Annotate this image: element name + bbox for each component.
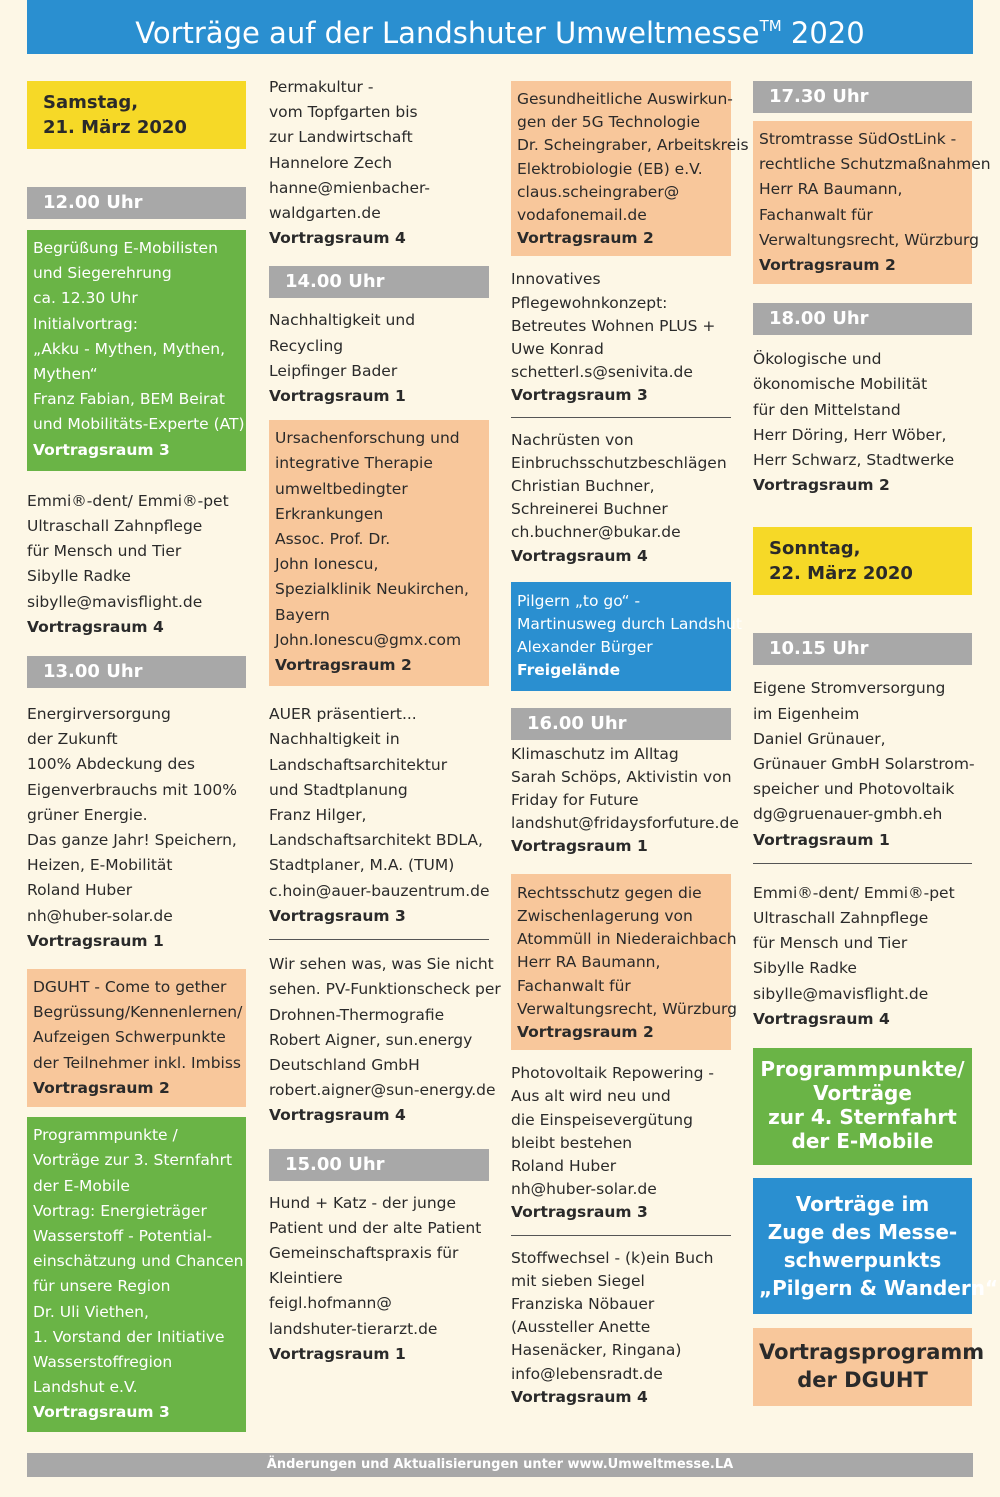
talk-text-line: Fachanwalt für: [517, 976, 631, 995]
talk-text-line: Wasserstoff - Potential-: [33, 1226, 213, 1245]
talk-text-line: einschätzung und Chancen: [33, 1252, 244, 1271]
talk-text-line: Pilgern „to go“ -: [517, 591, 641, 610]
legend-peach: [753, 1328, 985, 1406]
talk-text-line: schetterl.s@senivita.de: [511, 363, 693, 382]
talk-text-line: Programmpunkte /: [33, 1126, 178, 1145]
time-header-1800: 18.00 Uhr: [753, 303, 972, 335]
talk-text-line: nh@huber-solar.de: [511, 1180, 657, 1199]
talk-text-line: Franz Fabian, BEM Beirat: [33, 390, 226, 409]
talk-text-line: Energirversorgung: [27, 705, 171, 724]
room-label: Vortragsraum 3: [511, 1203, 648, 1222]
talk-text-line: Einbruchsschutzbeschlägen: [511, 453, 727, 472]
talk-block: [753, 121, 991, 284]
talk-text-line: integrative Therapie: [275, 454, 433, 473]
talk-block: [511, 1062, 731, 1224]
talk-text-line: c.hoin@auer-bauzentrum.de: [269, 881, 490, 900]
talk-text-line: Dr. Uli Viethen,: [33, 1302, 149, 1321]
talk-text-line: (Aussteller Anette: [511, 1318, 651, 1337]
talk-text-line: Roland Huber: [511, 1156, 617, 1175]
talk-text-line: Betreutes Wohnen PLUS +: [511, 316, 716, 335]
talk-text-line: info@lebensradt.de: [511, 1364, 663, 1383]
talk-text-line: Herr Schwarz, Stadtwerke: [753, 451, 955, 470]
talk-text-line: Atommüll in Niederaichbach: [517, 930, 737, 949]
time-header-1600: 16.00 Uhr: [511, 708, 731, 740]
talk-text-line: mit sieben Siegel: [511, 1271, 645, 1290]
talk-text-line: Gesundheitliche Auswirkun-: [517, 90, 733, 108]
talk-text-line: Verwaltungsrecht, Würzburg: [517, 999, 737, 1018]
room-label: Vortragsraum 3: [269, 906, 406, 925]
room-label: Vortragsraum 1: [269, 1344, 406, 1363]
legend-text-line: Vorträge im: [795, 1192, 930, 1217]
talk-text-line: Assoc. Prof. Dr.: [275, 530, 391, 549]
talk-text-line: Innovatives: [511, 270, 601, 289]
legend-text-line: Vorträge: [813, 1081, 912, 1106]
divider: [269, 939, 489, 940]
room-label: Vortragsraum 4: [269, 1106, 406, 1125]
time-header-1500: 15.00 Uhr: [269, 1149, 489, 1181]
talk-text-line: im Eigenheim: [753, 704, 860, 723]
day-text-line: Samstag,: [43, 92, 139, 113]
legend-blue: [753, 1178, 999, 1314]
talk-text-line: Begrüssung/Kennenlernen/: [33, 1003, 243, 1022]
talk-text-line: für den Mittelstand: [753, 400, 901, 419]
page-title: [27, 0, 973, 54]
talk-text-line: Heizen, E-Mobilität: [27, 856, 173, 875]
talk-text-line: gen der 5G Technologie: [517, 113, 701, 132]
talk-text-line: feigl.hofmann@: [269, 1294, 392, 1313]
talk-text-line: ch.buchner@bukar.de: [511, 523, 681, 542]
column-4: [753, 81, 999, 1406]
talk-text-line: Ursachenforschung und: [275, 429, 460, 448]
talk-text-line: Hannelore Zech: [269, 153, 393, 172]
talk-text-line: Nachhaltigkeit und: [269, 311, 416, 330]
talk-text-line: bleibt bestehen: [511, 1133, 633, 1152]
talk-block: [511, 582, 742, 691]
talk-text-line: Herr RA Baumann,: [759, 180, 903, 199]
talk-block: [269, 420, 489, 686]
talk-text-line: vodafonemail.de: [517, 206, 647, 225]
talk-text-line: sibylle@mavisflight.de: [27, 592, 203, 611]
talk-text-line: Stromtrasse SüdOstLink -: [759, 130, 957, 148]
talk-text-line: Vorträge zur 3. Sternfahrt: [33, 1151, 233, 1170]
talk-block: [511, 743, 739, 859]
talk-text-line: Friday for Future: [511, 791, 639, 810]
talk-text-line: Roland Huber: [27, 881, 133, 900]
talk-text-line: John.Ionescu@gmx.com: [275, 630, 462, 649]
talk-text-line: dg@gruenauer-gmbh.eh: [753, 805, 943, 824]
talk-text-line: die Einspeisevergütung: [511, 1110, 693, 1129]
talk-block: [269, 308, 489, 409]
room-label: Vortragsraum 4: [27, 617, 164, 636]
talk-text-line: Dr. Scheingraber, Arbeitskreis: [517, 136, 749, 155]
talk-text-line: der E-Mobile: [33, 1176, 130, 1195]
room-label: Vortragsraum 1: [511, 837, 648, 856]
talk-text-line: Gemeinschaftspraxis für: [269, 1243, 459, 1262]
room-label: Vortragsraum 4: [269, 229, 406, 248]
time-header-1015: 10.15 Uhr: [753, 633, 972, 665]
talk-text-line: Nachhaltigkeit in: [269, 730, 400, 749]
talk-block: [269, 75, 489, 251]
talk-text-line: zur Landwirtschaft: [269, 128, 413, 147]
talk-text-line: Erkrankungen: [275, 504, 384, 523]
talk-text-line: robert.aigner@sun-energy.de: [269, 1081, 496, 1100]
trademark-sup: TM: [759, 17, 782, 35]
talk-text-line: und Stadtplanung: [269, 780, 408, 799]
talk-text-line: Emmi®-dent/ Emmi®-pet: [753, 883, 955, 902]
talk-text-line: Landschaftsarchitektur: [269, 755, 448, 774]
talk-text-line: Photovoltaik Repowering -: [511, 1064, 714, 1083]
talk-text-line: Stoffwechsel - (k)ein Buch: [511, 1248, 714, 1267]
talk-text-line: landshuter-tierarzt.de: [269, 1319, 438, 1338]
room-label: Vortragsraum 2: [33, 1078, 170, 1097]
talk-text-line: landshut@fridaysforfuture.de: [511, 814, 739, 833]
time-header-1200: 12.00 Uhr: [27, 187, 246, 219]
talk-text-line: der Zukunft: [27, 730, 118, 749]
talk-text-line: Herr RA Baumann,: [517, 953, 661, 972]
room-label: Vortragsraum 2: [275, 656, 412, 675]
talk-text-line: rechtliche Schutzmaßnahmen: [759, 155, 991, 174]
legend-text-line: der E-Mobile: [791, 1129, 934, 1154]
talk-block: [269, 952, 501, 1128]
talk-text-line: Landschaftsarchitekt BDLA,: [269, 831, 483, 850]
talk-text-line: Elektrobiologie (EB) e.V.: [517, 159, 703, 178]
talk-text-line: ca. 12.30 Uhr: [33, 289, 138, 308]
talk-text-line: Robert Aigner, sun.energy: [269, 1030, 473, 1049]
legend-text-line: „Pilgern & Wandern“: [759, 1276, 999, 1301]
talk-text-line: Recycling: [269, 336, 344, 355]
talk-text-line: der Teilnehmer inkl. Imbiss: [33, 1053, 242, 1072]
day-text-line: 21. März 2020: [43, 117, 187, 138]
talk-block: [511, 81, 749, 256]
talk-text-line: Verwaltungsrecht, Würzburg: [759, 230, 979, 249]
talk-text-line: Spezialklinik Neukirchen,: [275, 580, 469, 599]
talk-text-line: Ökologische und: [753, 350, 882, 369]
room-label: Vortragsraum 3: [33, 1403, 170, 1422]
legend-green: [753, 1048, 972, 1165]
talk-text-line: Franz Hilger,: [269, 806, 367, 825]
talk-text-line: Fachanwalt für: [759, 205, 873, 224]
talk-block: [511, 268, 731, 407]
talk-text-line: hanne@mienbacher-: [269, 178, 430, 197]
day-text-line: Sonntag,: [769, 538, 861, 560]
talk-text-line: „Akku - Mythen, Mythen,: [33, 339, 226, 358]
title-text: 2020: [781, 16, 865, 50]
talk-text-line: für unsere Region: [33, 1277, 171, 1296]
talk-text-line: vom Topfgarten bis: [269, 103, 418, 122]
talk-text-line: Leipfinger Bader: [269, 361, 398, 380]
room-label: Vortragsraum 3: [511, 386, 648, 405]
talk-text-line: Zwischenlagerung von: [517, 906, 693, 925]
talk-text-line: sehen. PV-Funktionscheck per: [269, 980, 501, 999]
talk-text-line: und Mobilitäts-Experte (AT): [33, 415, 245, 434]
day-text-line: 22. März 2020: [769, 563, 913, 585]
talk-block: [27, 969, 246, 1107]
talk-block: [511, 1247, 731, 1409]
talk-text-line: Sibylle Radke: [27, 567, 131, 586]
talk-text-line: ökonomische Mobilität: [753, 375, 928, 394]
talk-text-line: 1. Vorstand der Initiative: [33, 1327, 225, 1346]
talk-text-line: Deutschland GmbH: [269, 1055, 420, 1074]
talk-block: [511, 874, 737, 1050]
talk-text-line: Uwe Konrad: [511, 340, 604, 359]
talk-text-line: Wir sehen was, was Sie nicht: [269, 955, 494, 974]
talk-text-line: für Mensch und Tier: [753, 934, 908, 953]
talk-text-line: Kleintiere: [269, 1269, 343, 1288]
talk-text-line: Landshut e.V.: [33, 1378, 138, 1397]
day-header-saturday: [27, 81, 246, 149]
talk-text-line: Emmi®-dent/ Emmi®-pet: [27, 491, 229, 510]
talk-text-line: sibylle@mavisflight.de: [753, 984, 929, 1003]
talk-text-line: Klimaschutz im Alltag: [511, 744, 679, 763]
talk-text-line: Ultraschall Zahnpflege: [753, 909, 929, 928]
talk-text-line: Herr Döring, Herr Wöber,: [753, 425, 947, 444]
legend-text-line: Zuge des Messe-: [767, 1220, 958, 1245]
room-label: Vortragsraum 2: [753, 476, 890, 495]
title-text: Vorträge auf der Landshuter Umweltmesse: [135, 16, 760, 50]
talk-text-line: Patient und der alte Patient: [269, 1218, 482, 1237]
talk-text-line: Aufzeigen Schwerpunkte: [33, 1028, 226, 1047]
talk-text-line: für Mensch und Tier: [27, 542, 182, 561]
legend-text-line: schwerpunkts: [783, 1248, 942, 1273]
divider: [753, 863, 972, 864]
legend-text-line: Programmpunkte/: [760, 1057, 965, 1082]
room-label: Vortragsraum 2: [517, 1022, 654, 1041]
room-label: Vortragsraum 4: [753, 1009, 890, 1028]
talk-text-line: Pflegewohnkonzept:: [511, 293, 668, 312]
talk-text-line: und Siegerehrung: [33, 264, 172, 283]
talk-block: [269, 1191, 489, 1367]
talk-text-line: Martinusweg durch Landshut: [517, 615, 742, 634]
talk-text-line: umweltbedingter: [275, 479, 408, 498]
room-label: Vortragsraum 4: [511, 1387, 648, 1406]
talk-text-line: Sarah Schöps, Aktivistin von: [511, 767, 732, 786]
room-label: Vortragsraum 1: [27, 931, 164, 950]
talk-block: [753, 881, 972, 1032]
talk-block: [27, 489, 246, 640]
talk-text-line: 100% Abdeckung des: [27, 755, 195, 774]
talk-text-line: Begrüßung E-Mobilisten: [33, 239, 218, 257]
talk-text-line: Daniel Grünauer,: [753, 729, 886, 748]
talk-text-line: Eigenverbrauchs mit 100%: [27, 780, 237, 799]
room-label: Vortragsraum 2: [517, 229, 654, 248]
column-1: [27, 81, 246, 1432]
talk-text-line: Hasenäcker, Ringana): [511, 1341, 682, 1360]
footer-note: Änderungen und Aktualisierungen unter www.Umweltmesse.LA: [27, 1453, 973, 1477]
talk-text-line: Rechtsschutz gegen die: [517, 883, 702, 902]
talk-text-line: Grünauer GmbH Solarstrom-: [753, 755, 975, 774]
talk-text-line: Mythen“: [33, 365, 98, 384]
talk-text-line: waldgarten.de: [269, 204, 381, 223]
talk-block: [511, 429, 731, 568]
talk-text-line: Franziska Nöbauer: [511, 1294, 655, 1313]
talk-text-line: speicher und Photovoltaik: [753, 780, 955, 799]
divider: [511, 417, 731, 418]
talk-text-line: Alexander Bürger: [517, 638, 653, 657]
talk-text-line: AUER präsentiert...: [269, 705, 417, 724]
talk-block: [753, 347, 972, 498]
room-label: Freigelände: [517, 661, 621, 680]
talk-text-line: Nachrüsten von: [511, 430, 634, 449]
talk-block: [27, 702, 246, 954]
talk-text-line: Initialvortrag:: [33, 314, 138, 333]
talk-text-line: nh@huber-solar.de: [27, 906, 173, 925]
talk-text-line: Hund + Katz - der junge: [269, 1193, 457, 1212]
talk-text-line: Aus alt wird neu und: [511, 1087, 671, 1106]
talk-text-line: John Ionescu,: [275, 555, 379, 574]
legend-text-line: zur 4. Sternfahrt: [768, 1105, 957, 1130]
talk-text-line: Eigene Stromversorgung: [753, 679, 946, 698]
talk-text-line: Christian Buchner,: [511, 477, 655, 496]
time-header-1400: 14.00 Uhr: [269, 266, 489, 298]
legend-text-line: der DGUHT: [797, 1368, 928, 1393]
talk-block: [27, 1117, 246, 1431]
day-header-sunday: [753, 527, 972, 595]
talk-text-line: claus.scheingraber@: [517, 182, 680, 201]
talk-text-line: Das ganze Jahr! Speichern,: [27, 831, 237, 850]
talk-block: [753, 676, 975, 852]
talk-block: [269, 702, 489, 929]
talk-text-line: Permakultur -: [269, 78, 374, 96]
talk-text-line: Sibylle Radke: [753, 959, 857, 978]
time-header-1730: 17.30 Uhr: [753, 81, 972, 113]
talk-text-line: Stadtplaner, M.A. (TUM): [269, 856, 455, 875]
column-2: [269, 78, 501, 1367]
time-header-1300: 13.00 Uhr: [27, 656, 246, 688]
room-label: Vortragsraum 3: [33, 440, 170, 459]
talk-text-line: Vortrag: Energieträger: [33, 1201, 207, 1220]
talk-text-line: Drohnen-Thermografie: [269, 1005, 445, 1024]
talk-text-line: Wasserstoffregion: [33, 1352, 173, 1371]
room-label: Vortragsraum 1: [269, 387, 406, 406]
divider: [511, 1235, 731, 1236]
talk-text-line: DGUHT - Come to gether: [33, 978, 227, 997]
column-3: [511, 81, 749, 1409]
talk-block: [27, 230, 246, 471]
talk-text-line: Bayern: [275, 605, 330, 624]
room-label: Vortragsraum 4: [511, 546, 648, 565]
legend-text-line: Vortragsprogramm: [759, 1340, 985, 1365]
talk-text-line: grüner Energie.: [27, 805, 148, 824]
room-label: Vortragsraum 1: [753, 830, 890, 849]
room-label: Vortragsraum 2: [759, 256, 896, 275]
talk-text-line: Ultraschall Zahnpflege: [27, 517, 203, 536]
talk-text-line: Schreinerei Buchner: [511, 500, 668, 519]
